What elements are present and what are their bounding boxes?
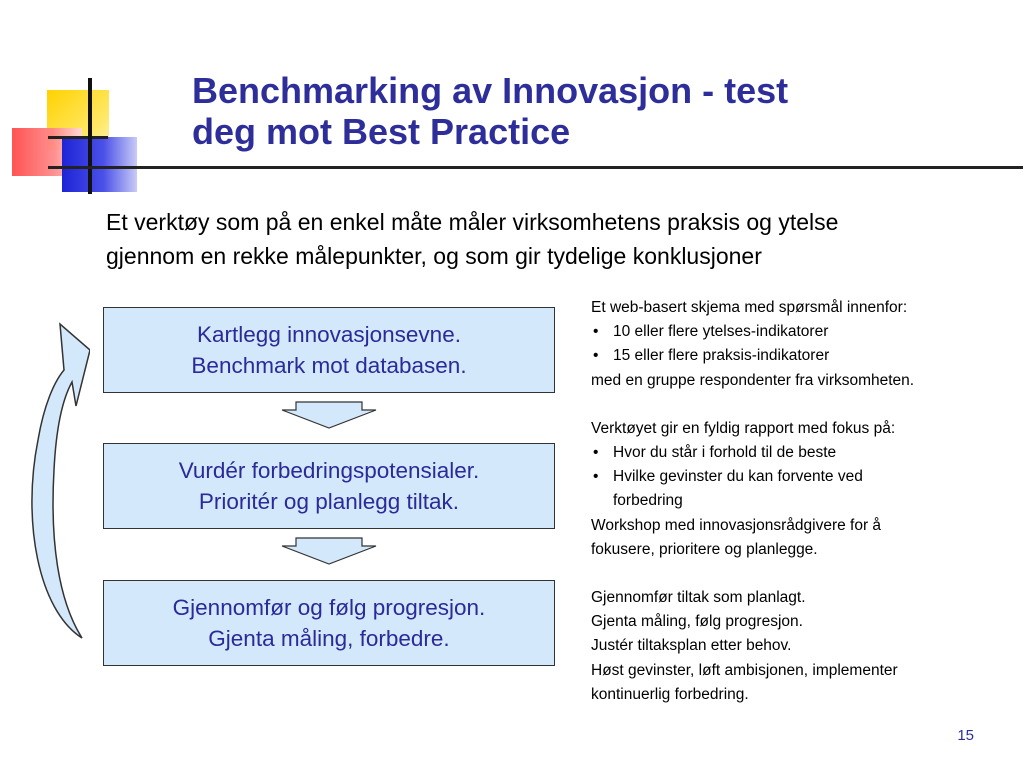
down-arrow-icon: [279, 401, 379, 429]
step-3-line-2: Gjenta måling, forbedre.: [208, 626, 450, 651]
intro-text: [106, 205, 1021, 273]
step-1-line-2: Benchmark mot databasen.: [191, 353, 467, 378]
step-2-line-2: Prioritér og planlegg tiltak.: [198, 489, 460, 514]
down-arrow-icon: [279, 537, 379, 565]
logo-horizontal-line: [48, 136, 108, 139]
side-block2-outro-2: fokusere, prioritere og planlegge.: [591, 540, 818, 558]
side-block1-bullet: • 15 eller flere praksis-indikatorer: [591, 344, 1021, 368]
side-block3-line: Gjennomfør tiltak som planlagt.: [591, 589, 806, 607]
step-1-line-1: Kartlegg innovasjonsevne.: [197, 322, 461, 347]
side-block3-line: Justér tiltaksplan etter behov.: [591, 637, 792, 655]
side-block1-outro: med en gruppe respondenter fra virksomheten.: [591, 371, 915, 389]
step-3-line-1: Gjennomfør og følg progresjon.: [172, 595, 486, 620]
title-line-2: deg mot Best Practice: [192, 111, 571, 152]
side-block1-bullet: • 10 eller flere ytelses-indikatorer: [591, 320, 1021, 344]
side-description: [591, 296, 1021, 707]
title-line-1: Benchmarking av Innovasjon - test: [192, 70, 789, 111]
side-block2-bullet-cont: forbedring: [613, 492, 683, 510]
side-block2-bullet: • Hvilke gevinster du kan forvente ved: [591, 465, 1021, 489]
side-block1-intro: Et web-basert skjema med spørsmål innenfor:: [591, 299, 908, 316]
page-number: 15: [957, 727, 974, 744]
step-box-3: [103, 580, 555, 666]
side-block2-intro: Verktøyet gir en fyldig rapport med fokus på:: [591, 419, 896, 437]
logo-vertical-line: [88, 78, 92, 194]
logo-squares: [0, 0, 180, 200]
logo-blue-square: [62, 137, 137, 192]
cycle-arrow-icon: [20, 320, 90, 650]
side-block3-line: Høst gevinster, løft ambisjonen, implementer: [591, 661, 898, 679]
intro-line-1: Et verktøy som på en enkel måte måler virksomhetens praksis og ytelse: [106, 209, 839, 235]
side-block2-bullet: • Hvor du står i forhold til de beste: [591, 441, 1021, 465]
side-block3-line: kontinuerlig forbedring.: [591, 685, 749, 703]
side-block2-outro-1: Workshop med innovasjonsrådgivere for å: [591, 516, 882, 534]
step-2-line-1: Vurdér forbedringspotensialer.: [178, 458, 480, 483]
step-box-1: [103, 307, 555, 393]
title-underline: [48, 166, 1023, 169]
slide-title: [192, 70, 992, 152]
intro-line-2: gjennom en rekke målepunkter, og som gir tydelige konklusjoner: [106, 243, 762, 269]
step-box-2: [103, 443, 555, 529]
side-block3-line: Gjenta måling, følg progresjon.: [591, 613, 803, 631]
